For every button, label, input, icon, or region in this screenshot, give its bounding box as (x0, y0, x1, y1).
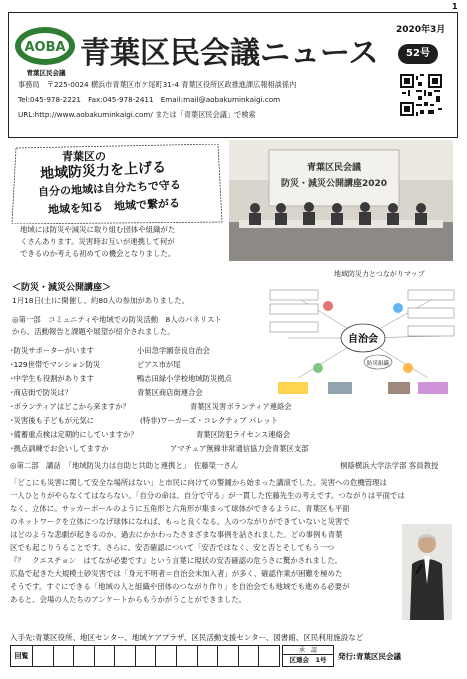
panelist-role-6: ･災害後も子どもが元気に (10, 416, 94, 425)
speaker-affiliation: 桐蔭横浜大学法学部 客員教授 (340, 461, 439, 470)
panelist-role-3: ･中学生も役割があります (10, 374, 94, 383)
svg-text:防災組織: 防災組織 (366, 361, 390, 367)
logo-caption: 青葉区民会議 (26, 69, 66, 77)
approval-bottom: 区連会 1号 (289, 656, 327, 664)
hero-line-2: 地域防災力を上げる (39, 159, 167, 183)
speaker-photo (402, 524, 452, 620)
office-address: 事務局 〒225-0024 横浜市青葉区市ケ尾町31-4 青葉区役所区政推進課広報相談係内 (18, 80, 297, 89)
svg-text:防災・減災公開講座2020: 防災・減災公開講座2020 (280, 179, 388, 189)
panelist-role-4: ･商店街で防災は？ (10, 388, 73, 397)
hero-line-4: 地域を知る 地域で繋がる (47, 196, 181, 217)
panelist-role-8: ･拠点訓練でお会いしてますか (10, 444, 109, 453)
lecture-line-1: 「どこにも災害に関して安全な場所はない」と市民に向けての警鐘から始まった講演でした。災害への危機管理は (10, 478, 387, 487)
issue-number-badge: 52号 (398, 44, 438, 64)
issue-date: 2020年3月 (396, 25, 446, 35)
panelist-org-7: 青葉区防犯ライセンス連絡会 (196, 430, 291, 439)
page-number: 1 (452, 2, 458, 11)
lecture-line-6: 区でも起こりうることです。さらに、安否確認について「安否ではなく、安と否とそしてもう一つ (10, 543, 335, 552)
lecture-line-2: 一人ひとりがやらなくてはならない。「自分の命は、自分で守る」が一貫した佐藤先生の考えです。つながりは平面では (10, 491, 405, 500)
circulation-label: 回覧 (11, 646, 33, 666)
hero-line-1: 青葉区の (62, 150, 106, 163)
svg-text:AOBA: AOBA (24, 40, 66, 55)
contact-line: Tel:045-978-2221 Fax:045-978-2411 Email:mail@aobakuminkaigi.com (18, 95, 281, 104)
map-title: 地域防災力とつながりマップ (334, 270, 425, 278)
intro-line-1: 地域には防災や減災に取り組む団体や組織がた (20, 225, 176, 234)
panelist-org-8: アマチュア無線非常通信協力会青葉区支部 (170, 444, 309, 453)
website-line[interactable]: URL:http://www.aobakuminkaigi.com/ または「青葉区民会議」で検索 (18, 110, 256, 119)
svg-text:青葉区民会議: 青葉区民会議 (306, 163, 362, 173)
newsletter-title: 青葉区民会議ニュース (80, 36, 379, 71)
approval-box (282, 645, 334, 667)
lecture-title: ＜防災・減災公開講座＞ (12, 283, 112, 293)
panelist-org-6: (特非)ワーカーズ・コレクティブ パレット (140, 416, 279, 425)
lecture-line-8: 広島で起きた大規模土砂災害では「身元不明者＝自治会未加入者」が多く、確認作業が困難を極めた (10, 569, 343, 578)
part2-heading: ◎第二部 講話 「地域防災力は自助と共助と連携と」 佐藤榮一さん (10, 461, 239, 470)
lecture-line-10: あると、会場の人たちのアンケートからもうかがうことができました。 (10, 595, 247, 604)
intro-line-3: できるのか考える初めての機会となりました。 (20, 249, 176, 258)
panelist-role-1: ･防災サポーターがいます (10, 346, 94, 355)
panelist-org-5: 青葉区災害ボランティア連絡会 (190, 402, 292, 411)
svg-text:自治会: 自治会 (348, 334, 378, 345)
lecture-line-3: なく、立体に。サッカーボールのように五角形と六角形が集まって球体ができるように、青葉区も平面 (10, 504, 350, 513)
publisher: 発行:青葉区民会議 (338, 652, 401, 661)
approval-top: 承 認 (283, 646, 333, 655)
part1-line-b: から、活動報告と課題や展望が紹介されました。 (12, 327, 175, 336)
lecture-line-9: そうです。すぐにできる「地域の人と組織や団体のつながり作り」を自治会でも地域でも進める必要が (10, 582, 350, 591)
lecture-line-7: 『？ クエスチョン はてなが必要です』という言葉に現状の安否確認の危うさに驚かされました。 (10, 556, 343, 565)
hero-line-3: 自分の地域は自分たちで守る (37, 178, 182, 199)
panelist-org-4: 青葉区商店街連合会 (137, 388, 203, 397)
connection-map (268, 278, 458, 400)
lecture-held: 1月18日(土)に開催し、約80人の参加がありました。 (12, 296, 190, 305)
panelist-org-3: 鴨志田緑小学校地域防災拠点 (137, 374, 232, 383)
event-photo (229, 140, 453, 261)
circulation-grid (10, 645, 280, 667)
distribution-note: 入手先:青葉区役所、地区センター、地域ケアプラザ、区民活動支援センター、図書館、区民利用施設など (10, 633, 364, 642)
part1-line-a: ◎第一部 コミュニティや地域での防災活動 8人のパネリスト (12, 315, 222, 324)
lecture-line-5: はどのような悲劇が起きるのか、過去にかかわったさまざまな事例を話されました。どの事例も青葉 (10, 530, 343, 539)
panelist-org-1: 小田急学園奈良自治会 (137, 346, 210, 355)
intro-line-2: くさんあります。災害時お互いが連携して何が (20, 237, 175, 246)
panelist-org-2: ピアス市が尾 (137, 360, 181, 369)
qr-code-icon[interactable] (400, 74, 442, 116)
lecture-line-4: のネットワークを立体につなげ球体になれば、もっと良くなる。人のつながりができていないと災害で (10, 517, 350, 526)
panelist-role-2: ･129世帯でマンション防災 (10, 360, 101, 369)
panelist-role-7: ･備蓄重点検は定期的にしていますか？ (10, 430, 138, 439)
panelist-role-5: ･ボランティアはどこから来ますか？ (10, 402, 130, 411)
logo-icon (14, 26, 76, 66)
